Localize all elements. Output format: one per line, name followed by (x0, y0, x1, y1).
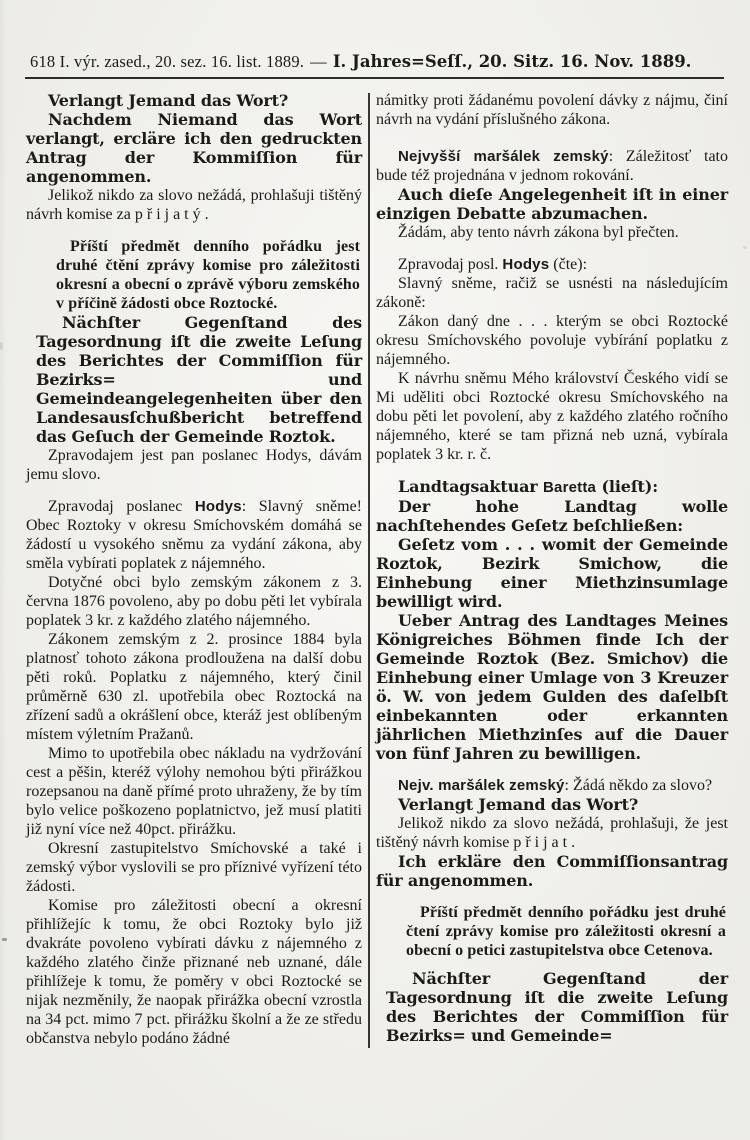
paragraph-czech: Komise pro záležitosti obecní a okresní přihlížejíc k tomu, že obci Roztoky bylo již dvakráte povoleno vybírati dávku z nájemného z každého zlatého činže přiznané neb uznané, dále přihlížeje k tomu, že poměry v obci Roztocké se nijak nezměnily, že naopak přirážka obecní vzrostla na 34 pct. mimo 7 pct. přirážku školní a že ze středu občanstva nebylo podáno žádné (26, 897, 362, 1047)
continuation-paragraph: námitky proti žádanému povolení dávky z nájmu, činí návrh na vydání příslušného zákona. (376, 92, 728, 128)
text-segment: (čte): (549, 256, 588, 273)
paragraph-czech: Zákon daný dne . . . kterým se obci Roztocké okresu Smíchovského povoluje vybírání poplatku z nájemného. (376, 313, 728, 368)
text-segment: (lieſt): (596, 477, 658, 496)
left-column (26, 91, 362, 1048)
agenda-announcement-czech: Příští předmět denního pořádku jest druhé čtení zprávy komise pro záležitosti okresní a obecní o petici zastupitelstva obce Cetenova. (406, 904, 726, 959)
paragraph-czech: Mimo to upotřebila obec nákladu na vydržování cest a pěšin, kteréž výlohy nemohou býti přirážkou rozepsanou na daně přímé proto uhraženy, že by tím bylo velice poškozeno poplatnictvo, jež musí platiti již nyní více než 40pct. přirážku. (26, 745, 362, 838)
paragraph-german: Ich erkläre den Commiſſionsantrag für angenommen. (376, 852, 728, 890)
paragraph-german: Verlangt Jemand das Wort? (48, 91, 289, 110)
text-segment: Zpravodaj poslanec (48, 498, 195, 515)
header-session-german: I. Jahres=Seſſ., 20. Sitz. 16. Nov. 1889. (332, 52, 692, 71)
header-dash: — (310, 52, 327, 71)
text-segment: Zpravodaj posl. (398, 256, 503, 273)
paragraph-german: Auch dieſe Angelegenheit iſt in einer einzigen Debatte abzumachen. (376, 185, 728, 223)
text-segment: . (571, 834, 576, 851)
speech-paragraph (376, 255, 728, 274)
two-column-text (0, 79, 750, 1048)
speaker-name: Hodys (502, 256, 550, 273)
text-segment: : Žádá někdo za slovo? (564, 777, 713, 794)
speech-paragraph (376, 477, 728, 497)
speaker-name: Baretta (543, 479, 597, 496)
agenda-announcement-german: Nächſter Gegenſtand der Tagesordnung iſt die zweite Leſung des Berichtes der Commiſſion für Bezirks= und Gemeinde= (386, 969, 728, 1045)
paragraph-german: Verlangt Jemand das Wort? (398, 795, 639, 814)
text-segment: Jelikož nikdo za slovo nežádá, prohlašuji, že jest tištěný návrh komise (376, 815, 728, 851)
agenda-announcement-czech: Příští předmět denního pořádku jest druhé čtění zprávy komise pro záležitosti okresní a obecní o zprávě výboru zemského v příčině žádosti obce Roztocké. (56, 238, 360, 312)
paragraph-czech: Zpravodajem jest pan poslanec Hodys, dávám jemu slovo. (26, 447, 362, 483)
speaker-name: Hodys (194, 498, 242, 515)
text-segment: Landtagsaktuar (398, 477, 543, 496)
column-divider (368, 93, 370, 1048)
header-rule (25, 77, 724, 79)
right-column (376, 91, 728, 1048)
paragraph-czech: Žádám, aby tento návrh zákona byl přečten. (398, 224, 679, 241)
agenda-announcement-german: Nächſter Gegenſtand des Tagesordnung iſt die zweite Leſung des Berichtes der Commiſſion für Bezirks= und Gemeindeangelegenheiten über den Landesausſchußbericht betreffend das Geſuch der Gemeinde Roztok. (36, 313, 362, 446)
speech-paragraph (376, 147, 728, 185)
text-segment: . (204, 206, 209, 223)
paragraph-czech (376, 814, 728, 852)
paragraph-czech: Dotyčné obci bylo zemským zákonem z 3. června 1876 povoleno, aby po dobu pěti let vybírala poplatek 3 kr. z každého zlatého nájemného. (26, 574, 362, 629)
paragraph-german: Der hohe Landtag wolle nachſtehendes Geſetz beſchließen: (376, 497, 728, 535)
speaker-name: Nejv. maršálek zemský (398, 777, 565, 794)
page-header (0, 0, 750, 72)
paragraph-czech: Slavný sněme, račiž se usnésti na následujícím zákoně: (376, 275, 728, 311)
paragraph-german: Ueber Antrag des Landtages Meines Königreiches Böhmen finde Ich der Gemeinde Roztok (Bez. Smichov) die Einhebung einer Umlage von 3 Kreuzer ö. W. von jedem Gulden des daſelbſt einbekannten oder erkannten jährlichen Miethzinſes auf die Dauer von fünf Jahren zu bewilligen. (376, 611, 728, 763)
paragraph-czech: Zákonem zemským z 2. prosince 1884 byla platnosť tohoto zákona prodloužena na další dobu pěti roků. Poplatku z nájemného, který činil průměrně 630 zl. upotřebila obec Roztocká na zřízení sadů a okrášlení obce, kteráž jest oblíbeným místem výletním Pražanů. (26, 631, 362, 743)
text-segment: : Záležitosť tato bude též projednána v jednom rokování. (376, 148, 728, 184)
text-segment: : Slavný sněme! Obec Roztoky v okresu Smíchovském domáhá se žádostí u vysokého sněmu za vydání zákona, aby směla vybírati poplatek z nájemného. (26, 498, 362, 572)
paragraph-czech: Okresní zastupitelstvo Smíchovské a také i zemský výbor vyslovili se pro příznivé vyřízení této žádosti. (26, 840, 362, 895)
header-session-czech: 618 I. výr. zased., 20. sez. 16. list. 1889. (30, 52, 305, 71)
speech-paragraph (26, 497, 362, 573)
emphasized-word: přijat (513, 834, 572, 851)
emphasized-word: přijatý (134, 206, 205, 223)
text-segment: Jelikož nikdo za slovo nežádá, prohlašuji tištěný návrh komise za (26, 187, 362, 223)
paragraph-czech (26, 186, 362, 224)
speech-paragraph (376, 776, 728, 795)
paragraph-german: Geſetz vom . . . womit der Gemeinde Roztok, Bezirk Smichow, die Einhebung einer Miethzinsumlage bewilligt wird. (376, 535, 728, 611)
paragraph-czech: K návrhu sněmu Mého království Českého vidí se Mi uděliti obci Roztocké okresu Smíchovského na dobu pěti let povolení, aby z každého zlatého ročního nájemného, které se tam přizná neb uzná, vybírala poplatek 3 kr. r. č. (376, 370, 728, 463)
paragraph-german: Nachdem Niemand das Wort verlangt, ercläre ich den gedruckten Antrag der Kommiſſion für angenommen. (26, 110, 362, 186)
speaker-name: Nejvyšší maršálek zemský (398, 148, 609, 165)
